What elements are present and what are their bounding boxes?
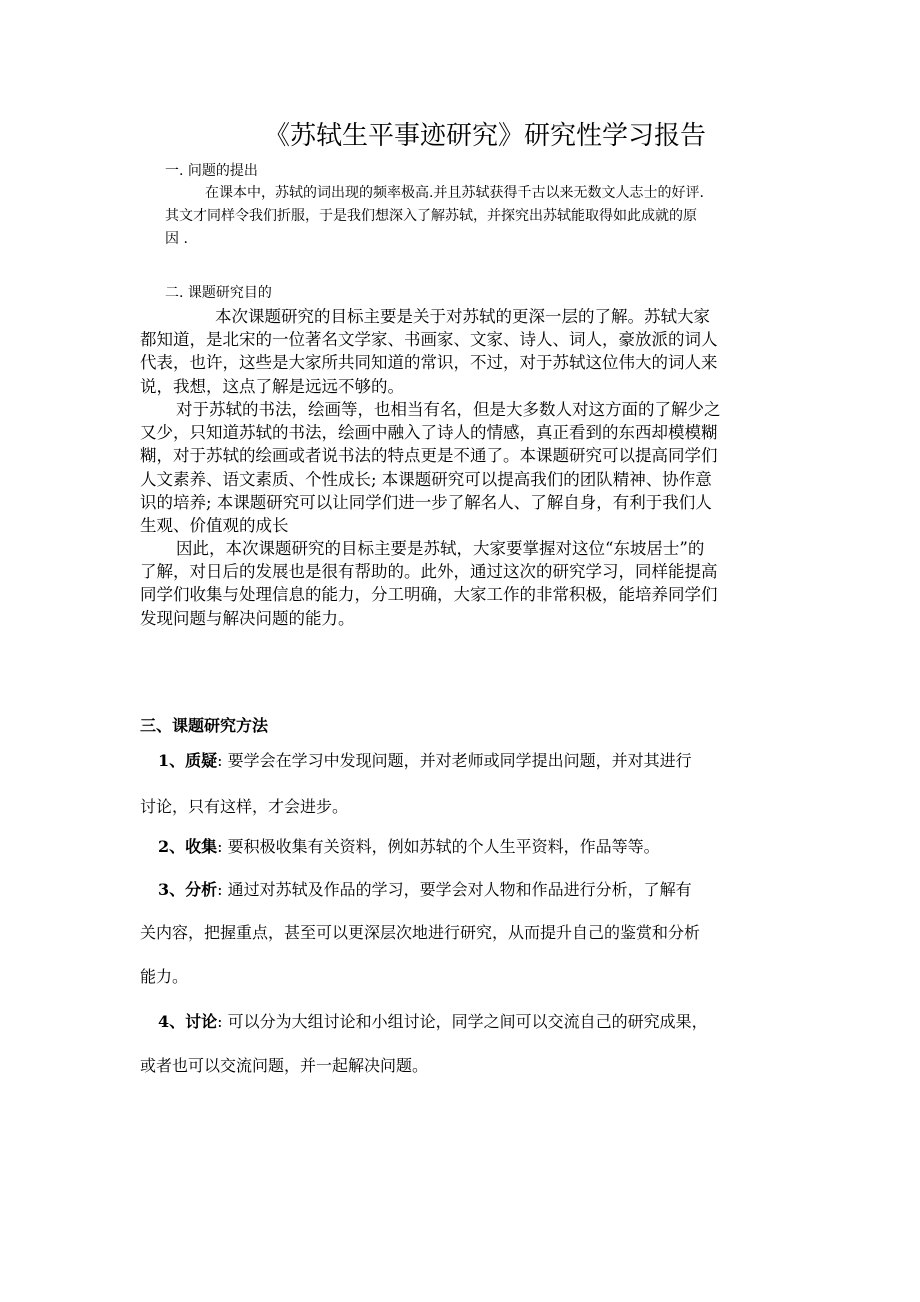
section2-line: 同学们收集与处理信息的能力，分工明确，大家工作的非常积极，能培养同学们 bbox=[140, 585, 718, 605]
method-item-4-cont bbox=[140, 1054, 800, 1078]
section1-line: 因 . bbox=[165, 231, 188, 247]
section2-line: 糊，对于苏轼的绘画或者说书法的特点更是不通了。本课题研究可以提高同学们 bbox=[140, 446, 718, 466]
section2-line: 生观、价值观的成长 bbox=[140, 516, 289, 536]
section2-heading: 二. 课题研究目的 bbox=[165, 285, 272, 301]
section2-paragraph-1 bbox=[140, 305, 790, 398]
section2-line: 对于苏轼的书法，绘画等，也相当有名，但是大多数人对这方面的了解少之 bbox=[176, 400, 721, 419]
section1-heading: 一. 问题的提出 bbox=[165, 163, 258, 179]
section2-line: 发现问题与解决问题的能力。 bbox=[140, 608, 355, 628]
section1-paragraph bbox=[165, 182, 790, 251]
method-item-3-cont bbox=[140, 921, 800, 945]
section1-line: 在课本中，苏轼的词出现的频率极高.并且苏轼获得千古以来无数文人志士的好评. bbox=[205, 185, 704, 201]
method-label: 1、质疑 bbox=[158, 751, 218, 770]
section3-heading: 三、课题研究方法 bbox=[140, 716, 269, 735]
section2-line: 说，我想，这点了解是远远不够的。 bbox=[140, 376, 404, 396]
method-item-1 bbox=[140, 749, 800, 773]
section2-line: 因此，本次课题研究的目标主要是苏轼，大家要掌握对这位“东坡居士”的 bbox=[176, 539, 705, 558]
section2-line: 了解，对日后的发展也是很有帮助的。此外，通过这次的研究学习，同样能提高 bbox=[140, 562, 718, 582]
method-label: 2、收集 bbox=[158, 837, 218, 856]
page-title: 《苏轼生平事迹研究》研究性学习报告 bbox=[263, 121, 706, 151]
method-item-3 bbox=[140, 878, 800, 902]
section2-paragraph-2 bbox=[140, 398, 790, 537]
method-item-1-cont bbox=[140, 795, 800, 819]
section2-line: 都知道，是北宋的一位著名文学家、书画家、文家、诗人、词人，豪放派的词人 bbox=[140, 330, 718, 350]
section2-paragraph-3 bbox=[140, 537, 790, 630]
method-text: 能力。 bbox=[140, 967, 189, 986]
method-label: 4、讨论 bbox=[158, 1012, 218, 1031]
method-item-2 bbox=[140, 835, 800, 859]
method-text: : 可以分为大组讨论和小组讨论，同学之间可以交流自己的研究成果， bbox=[217, 1012, 708, 1031]
method-label: 3、分析 bbox=[158, 880, 218, 899]
method-text: 讨论，只有这样，才会进步。 bbox=[140, 797, 349, 816]
method-item-3-cont2 bbox=[140, 965, 800, 989]
method-item-4 bbox=[140, 1010, 800, 1034]
method-text: 或者也可以交流问题，并一起解决问题。 bbox=[140, 1056, 429, 1075]
section2-line: 本次课题研究的目标主要是关于对苏轼的更深一层的了解。苏轼大家 bbox=[215, 307, 710, 326]
method-text: : 要积极收集有关资料，例如苏轼的个人生平资料，作品等等。 bbox=[217, 837, 660, 856]
section2-line: 识的培养; 本课题研究可以让同学们进一步了解名人、了解自身，有利于我们人 bbox=[140, 492, 712, 512]
method-text: 关内容，把握重点，甚至可以更深层次地进行研究，从而提升自己的鉴赏和分析 bbox=[140, 923, 701, 942]
section1-line: 其文才同样令我们折服，于是我们想深入了解苏轼，并探究出苏轼能取得如此成就的原 bbox=[165, 208, 697, 224]
section2-line: 代表，也许，这些是大家所共同知道的常识，不过，对于苏轼这位伟大的词人来 bbox=[140, 353, 718, 373]
method-text: : 要学会在学习中发现问题，并对老师或同学提出问题，并对其进行 bbox=[217, 751, 692, 770]
method-text: : 通过对苏轼及作品的学习，要学会对人物和作品进行分析，了解有 bbox=[217, 880, 692, 899]
section2-line: 又少，只知道苏轼的书法，绘画中融入了诗人的情感，真正看到的东西却模模糊 bbox=[140, 423, 718, 443]
section2-line: 人文素养、语文素质、个性成长; 本课题研究可以提高我们的团队精神、协作意 bbox=[140, 469, 712, 489]
